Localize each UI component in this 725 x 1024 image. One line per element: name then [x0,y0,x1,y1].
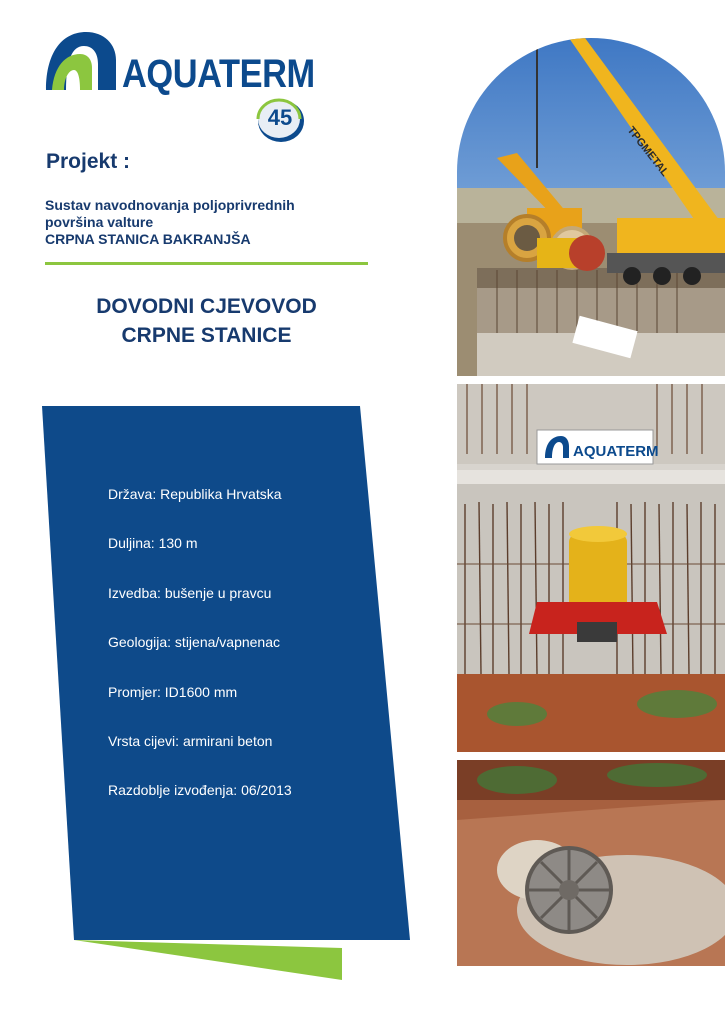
detail-geology: Geologija: stijena/vapnenac [108,634,281,651]
detail-country: Država: Republika Hrvatska [108,486,282,502]
detail-diameter: Promjer: ID1600 mm [108,683,238,700]
photo-launch-shaft [457,384,725,752]
aquaterm-logo-icon [44,30,118,90]
subtitle-line: CRPNA STANICA BAKRANJŠA [45,231,251,247]
project-title [45,292,368,350]
title-line: CRPNE STANICE [121,324,292,347]
project-details-list [108,486,388,832]
subtitle-line: površina valture [45,214,154,230]
project-label: Projekt : [46,150,131,173]
title-line: DOVODNI CJEVOVOD [96,295,317,318]
anniversary-badge-number: 45 [267,105,293,130]
brand-name: AQUATERM [122,52,315,96]
project-subtitle [45,197,365,248]
photo-tbm-exit [457,760,725,966]
site-sign-label: AQUATERM [573,443,659,460]
detail-method: Izvedba: bušenje u pravcu [108,584,272,601]
crane-label: TPGMETAL [624,124,671,179]
detail-period: Razdoblje izvođenja: 06/2013 [108,782,292,799]
divider-line [45,262,368,265]
detail-pipe-type: Vrsta cijevi: armirani beton [108,732,273,749]
subtitle-line: Sustav navodnovanja poljoprivrednih [45,197,295,213]
detail-length: Duljina: 130 m [108,535,198,552]
photo-crane-site [457,38,725,376]
